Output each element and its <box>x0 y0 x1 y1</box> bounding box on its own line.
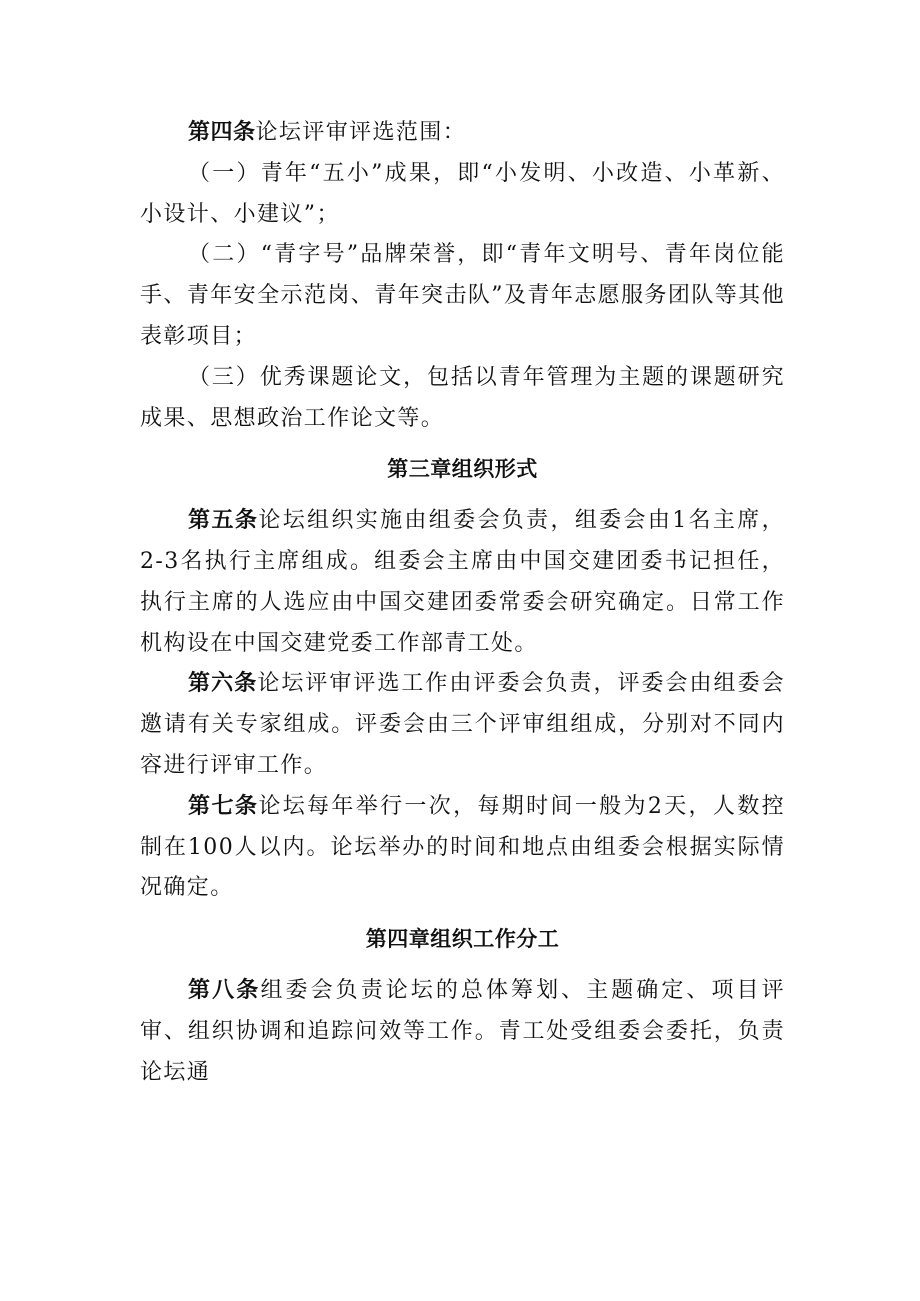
scope-item-2: （二）“青字号”品牌荣誉，即“青年文明号、青年岗位能手、青年安全示范岗、青年突击队”及青年志愿服务团队等其他表彰项目； <box>140 242 785 349</box>
article-5-label: 第五条 <box>188 508 259 534</box>
article-8-paragraph <box>140 971 785 1093</box>
article-7-paragraph <box>140 787 785 909</box>
article-7-text: 论坛每年举行一次，每期时间一般为2天，人数控制在100人以内。论坛举办的时间和地点由组委会根据实际情况确定。 <box>140 793 785 901</box>
article-4-text: 论坛评审评选范围： <box>255 120 467 145</box>
article-5-text: 论坛组织实施由组委会负责，组委会由1名主席，2-3名执行主席组成。组委会主席由中国交建团委书记担任，执行主席的人选应由中国交建团委常委会研究确定。日常工作机构设在中国交建党委工作部青工处。 <box>140 508 785 656</box>
scope-item-3: （三）优秀课题论文，包括以青年管理为主题的课题研究成果、思想政治工作论文等。 <box>140 364 785 431</box>
article-6-text: 论坛评审评选工作由评委会负责，评委会由组委会邀请有关专家组成。评委会由三个评审组组成，分别对不同内容进行评审工作。 <box>140 671 785 778</box>
document-page <box>140 113 785 1093</box>
article-4-label: 第四条 <box>188 120 256 145</box>
scope-item-1: （一）青年“五小”成果，即“小发明、小改造、小革新、小设计、小建议”； <box>140 160 785 227</box>
article-6-label: 第六条 <box>188 671 258 697</box>
article-4-paragraph <box>140 113 785 154</box>
article-7-label: 第七条 <box>188 793 259 819</box>
article-8-text: 组委会负责论坛的总体筹划、主题确定、项目评审、组织协调和追踪问效等工作。青工处受组委会委托，负责论坛通 <box>140 977 785 1085</box>
chapter-3-heading: 第三章组织形式 <box>387 457 538 482</box>
article-8-label: 第八条 <box>188 977 261 1003</box>
article-6-paragraph <box>140 664 785 786</box>
article-5-paragraph <box>140 501 785 664</box>
chapter-4-heading: 第四章组织工作分工 <box>365 927 560 952</box>
